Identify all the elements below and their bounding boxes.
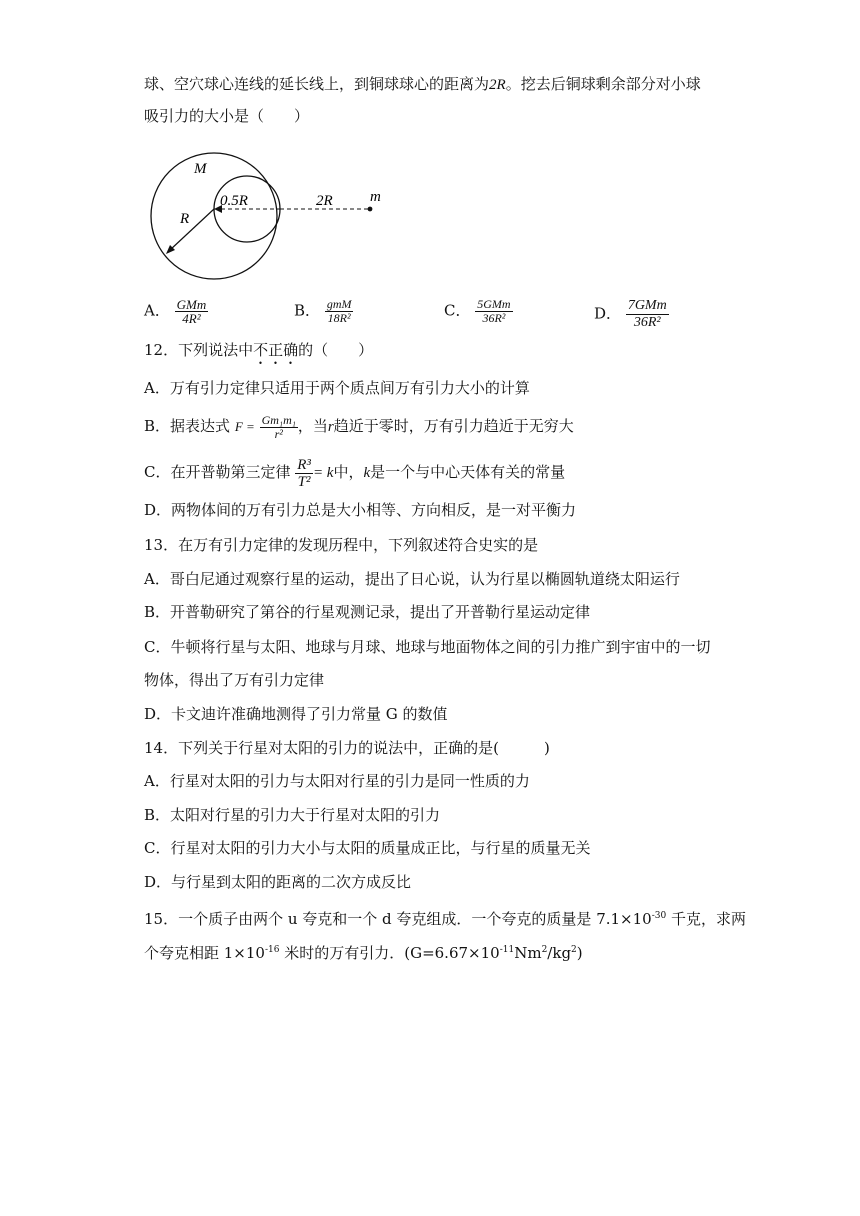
label-2R: 2R: [316, 193, 333, 209]
label-m: m: [370, 189, 381, 205]
q13-option-c-line2: 物体，得出了万有引力定律: [144, 671, 325, 689]
q13-option-d: D．卡文迪许准确地测得了引力常量 G 的数值: [144, 705, 448, 723]
q12-option-d: D．两物体间的万有引力总是大小相等、方向相反，是一对平衡力: [144, 501, 577, 519]
q11-option-b: B． $\frac{\text{gmM}}{\text{18R²}}$: [294, 297, 352, 325]
q14-option-d: D．与行星到太阳的距离的二次方成反比: [144, 873, 412, 891]
q11-line2: 吸引力的大小是（ ）: [144, 107, 310, 125]
q11-option-a: A． $\frac{\text{GMm}}{\text{4R²}}$: [144, 297, 207, 326]
q12-option-a: A．万有引力定律只适用于两个质点间万有引力大小的计算: [144, 379, 530, 397]
q15-line1: 15．一个质子由两个 u 夸克和一个 d 夸克组成．一个夸克的质量是 $7.1\times 10^{-30}$ 千克，求两: [144, 910, 746, 928]
label-R: R: [180, 211, 190, 227]
q14-option-c: C．行星对太阳的引力大小与太阳的质量成正比，与行星的质量无关: [144, 839, 591, 857]
q14-option-a: A．行星对太阳的引力与太阳对行星的引力是同一性质的力: [144, 772, 530, 790]
q14-stem: 14．下列关于行星对太阳的引力的说法中，正确的是( ): [144, 739, 550, 757]
q11-option-c: C． $\frac{\text{5GMm}}{\text{36R²}}$: [444, 297, 511, 325]
q14-option-b: B．太阳对行星的引力大于行星对太阳的引力: [144, 806, 441, 824]
q12-stem: 12．下列说法中不正确的（ ）: [144, 341, 374, 359]
q15-line2: 个夸克相距 $1\times 10^{-16}$ 米时的万有引力．$(G=6.67\times 10^{-11}Nm^2/kg^2)$: [144, 944, 583, 962]
label-M: M: [194, 161, 207, 177]
q11-figure: [148, 150, 398, 286]
q11-option-d: D． $\frac{\text{7GMm}}{\text{36R²}}$: [594, 298, 667, 330]
q13-option-c-line1: C．牛顿将行星与太阳、地球与月球、地球与地面物体之间的引力推广到宇宙中的一切: [144, 638, 711, 656]
label-half-R: 0.5R: [220, 193, 248, 209]
q11-var-2R: 2R: [489, 77, 506, 93]
q12-option-c: C．在开普勒第三定律 $\frac{\text{R³}}{\text{T²}}$ = k中，k是一个与中心天体有关的常量: [144, 456, 566, 490]
q13-stem: 13．在万有引力定律的发现历程中，下列叙述符合史实的是: [144, 536, 539, 554]
q11-line1: 球、空穴球心连线的延长线上，到铜球球心的距离为2R。挖去后铜球剩余部分对小球: [144, 75, 701, 93]
q13-option-a: A．哥白尼通过观察行星的运动，提出了日心说，认为行星以椭圆轨道绕太阳运行: [144, 570, 680, 588]
emphasis-dots: 不正确: [253, 341, 299, 359]
q13-option-b: B．开普勒研究了第谷的行星观测记录，提出了开普勒行星运动定律: [144, 603, 591, 621]
q12-option-b: B．据表达式 F = $\frac{\text{Gm₁m₁}}{\text{r²}}$ ，当r趋近于零时，万有引力趋近于无穷大: [144, 412, 574, 441]
